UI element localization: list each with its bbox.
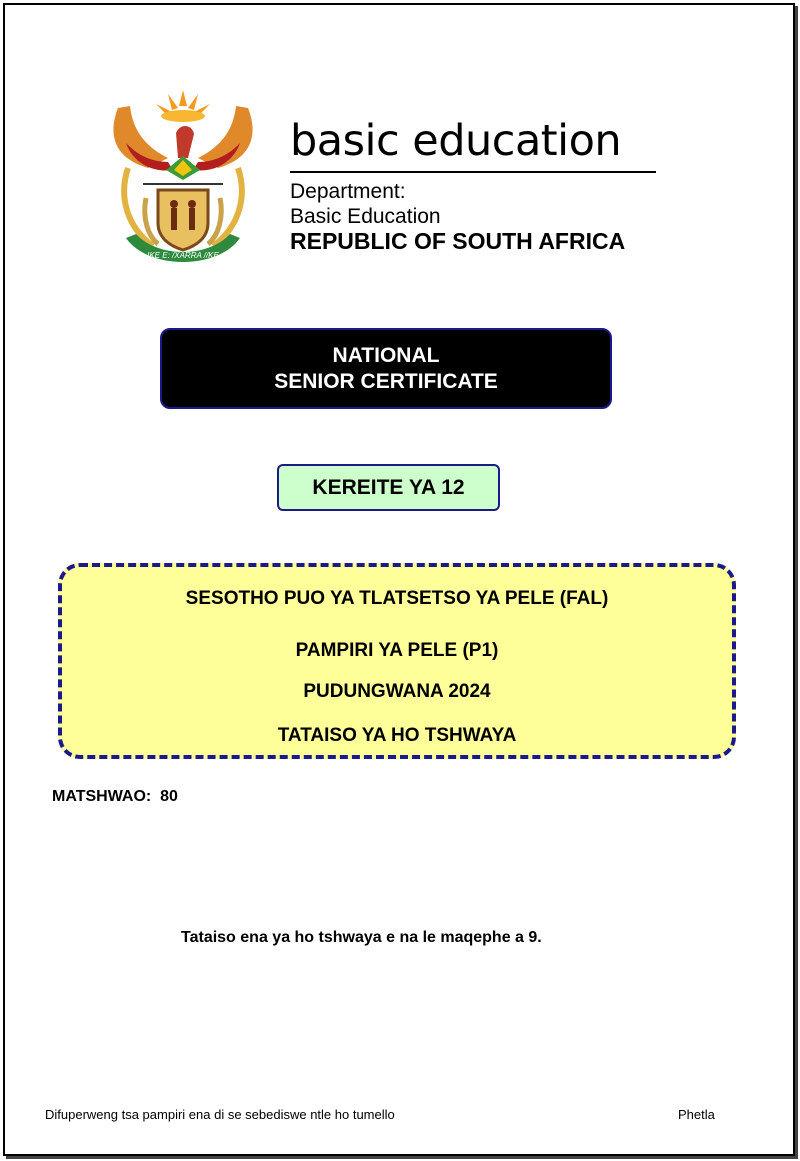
brand-title: basic education — [290, 116, 622, 166]
total-marks: MATSHWAO: 80 — [52, 788, 178, 805]
paper-number: PAMPIRI YA PELE (P1) — [295, 640, 499, 661]
page-count-note: Tataiso ena ya ho tshwaya e na le maqephe a 9. — [181, 929, 542, 946]
certificate-line-2: SENIOR CERTIFICATE — [274, 369, 498, 393]
certificate-line-1: NATIONAL — [332, 343, 440, 367]
subject-title: SESOTHO PUO YA TLATSETSO YA PELE (FAL) — [185, 588, 609, 609]
svg-text:!KE E: /XARRA //KE: !KE E: /XARRA //KE — [147, 251, 219, 260]
grade-badge: KEREITE YA 12 — [277, 464, 500, 511]
exam-session: PUDUNGWANA 2024 — [303, 681, 491, 702]
coat-of-arms-icon — [108, 88, 258, 270]
department-label: Department: — [290, 180, 406, 203]
subject-panel — [58, 563, 736, 759]
country-name: REPUBLIC OF SOUTH AFRICA — [290, 228, 626, 254]
brand-divider — [290, 171, 656, 173]
department-name: Basic Education — [290, 205, 441, 228]
copyright-note: Difuperweng tsa pampiri ena di se sebediswe ntle ho tumello — [45, 1107, 395, 1122]
document-type: TATAISO YA HO TSHWAYA — [277, 725, 517, 746]
turn-over-label: Phetla — [678, 1107, 715, 1122]
certificate-banner — [160, 328, 612, 409]
